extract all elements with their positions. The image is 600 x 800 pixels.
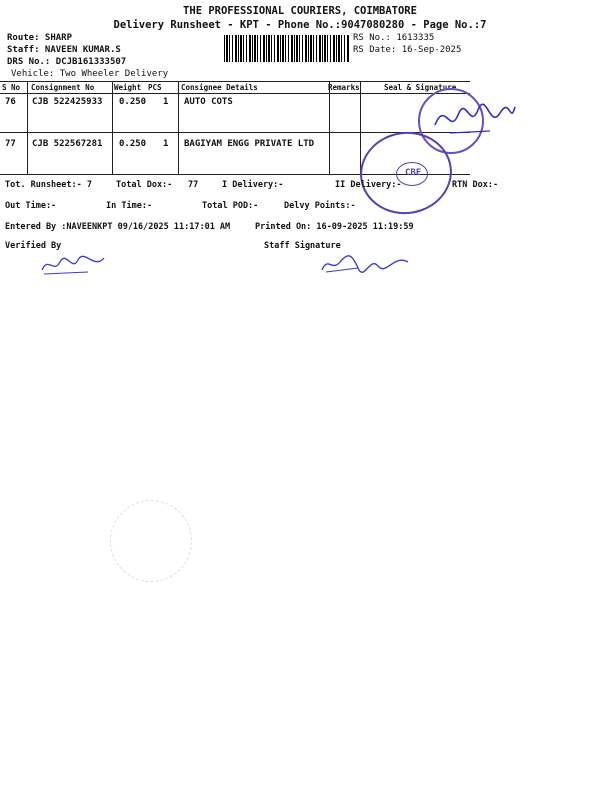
col-header-pcs: PCS [148, 83, 162, 92]
col-header-sno: S No [2, 83, 21, 92]
out-time: Out Time:- [5, 201, 57, 211]
consignee-signature-icon [430, 95, 520, 145]
rs-date: RS Date: 16-Sep-2025 [353, 45, 462, 55]
table-header-divider [0, 93, 470, 94]
column-divider [178, 81, 179, 175]
row1-sno: 76 [5, 97, 16, 107]
row1-consignee: AUTO COTS [184, 97, 233, 107]
faint-seal-imprint [110, 500, 192, 582]
row2-pcs: 1 [163, 139, 169, 149]
row2-weight: 0.250 [119, 139, 147, 149]
col-header-consignment: Consignment No [31, 83, 95, 92]
document-title: THE PROFESSIONAL COURIERS, COIMBATORE [183, 5, 417, 17]
row1-pcs: 1 [163, 97, 169, 107]
col-header-weight: Weight [114, 83, 142, 92]
delvy-points: Delvy Points:- [284, 201, 356, 211]
staff-label: Staff: NAVEEN KUMAR.S [7, 45, 121, 55]
col-header-remarks: Remarks [328, 83, 360, 92]
in-time: In Time:- [106, 201, 153, 211]
verifier-signature-icon [38, 252, 108, 278]
rs-number: RS No.: 1613335 [353, 33, 435, 43]
i-delivery: I Delivery:- [222, 180, 284, 190]
verified-by-label: Verified By [5, 241, 62, 251]
staff-signature-label: Staff Signature [264, 241, 341, 251]
total-dox-value: 77 [188, 180, 199, 190]
document-subtitle: Delivery Runsheet - KPT - Phone No.:9047080280 - Page No.:7 [113, 19, 487, 31]
vehicle-label: Vehicle: Two Wheeler Delivery [11, 69, 169, 79]
column-divider [27, 81, 28, 175]
col-header-seal-signature: Seal & Signature [384, 83, 457, 92]
route-label: Route: SHARP [7, 33, 73, 43]
barcode [224, 35, 350, 62]
ii-delivery: II Delivery:- [335, 180, 402, 190]
tot-runsheet: Tot. Runsheet:- 7 [5, 180, 92, 190]
total-pod: Total POD:- [202, 201, 259, 211]
col-header-consignee: Consignee Details [181, 83, 258, 92]
printed-on: Printed On: 16-09-2025 11:19:59 [255, 222, 414, 232]
drs-label: DRS No.: DCJB161333507 [7, 57, 127, 67]
seal-text: CBE [405, 168, 422, 178]
row2-sno: 77 [5, 139, 16, 149]
column-divider [112, 81, 113, 175]
staff-signature-icon [318, 250, 413, 276]
row1-consignment: CJB 522425933 [32, 97, 103, 107]
row2-consignee: BAGIYAM ENGG PRIVATE LTD [184, 139, 315, 149]
row2-consignment: CJB 522567281 [32, 139, 103, 149]
total-dox-label: Total Dox:- [116, 180, 173, 190]
column-divider [329, 81, 330, 175]
row1-weight: 0.250 [119, 97, 147, 107]
column-divider [360, 81, 361, 175]
rtn-dox: RTN Dox:- [452, 180, 499, 190]
entered-by: Entered By :NAVEENKPT 09/16/2025 11:17:01 AM [5, 222, 231, 232]
